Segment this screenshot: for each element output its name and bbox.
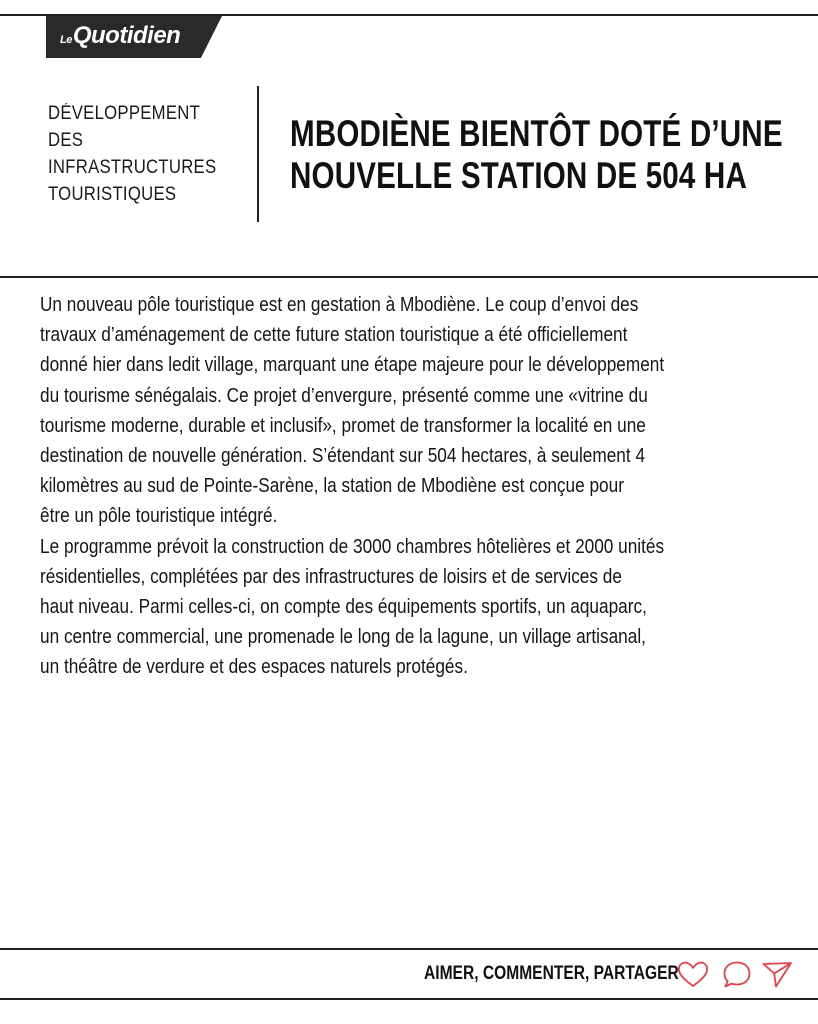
- article-line: Un nouveau pôle touristique est en gestation à Mbodiène. Le coup d’envoi des: [40, 293, 639, 316]
- article-body: [40, 290, 792, 683]
- section-rubric: [48, 100, 215, 208]
- header-divider: [0, 276, 818, 278]
- headline-line: NOUVELLE STATION DE 504 HA: [290, 155, 747, 196]
- masthead-logo[interactable]: [60, 22, 180, 52]
- heart-icon[interactable]: [676, 958, 710, 990]
- article-headline: [290, 113, 783, 197]
- article-line: Le programme prévoit la construction de 3000 chambres hôtelières et 2000 unités: [40, 534, 665, 558]
- footer-divider-bottom: [0, 998, 818, 1000]
- headline-line: MBODIÈNE BIENTÔT DOTÉ D’UNE: [290, 113, 783, 154]
- article-line: du tourisme sénégalais. Ce projet d’envergure, présenté comme une «vitrine du: [40, 383, 648, 407]
- article-line: travaux d’aménagement de cette future station touristique a été officiellement: [40, 323, 628, 347]
- header-vertical-divider: [257, 86, 259, 222]
- article-line: destination de nouvelle génération. S’étendant sur 504 hectares, à seulement 4: [40, 444, 646, 468]
- engagement-cta: AIMER, COMMENTER, PARTAGER: [424, 963, 679, 984]
- article-line: un théâtre de verdure et des espaces naturels protégés.: [40, 655, 468, 679]
- comment-icon[interactable]: [720, 958, 754, 990]
- rubric-line: INFRASTRUCTURES: [48, 157, 217, 178]
- article-line: un centre commercial, une promenade le long de la lagune, un village artisanal,: [40, 625, 646, 649]
- article-line: kilomètres au sud de Pointe-Sarène, la station de Mbodiène est conçue pour: [40, 474, 624, 498]
- article-line: haut niveau. Parmi celles-ci, on compte des équipements sportifs, un aquaparc,: [40, 595, 647, 619]
- article-line: donné hier dans ledit village, marquant une étape majeure pour le développement: [40, 353, 665, 377]
- share-icon[interactable]: [760, 958, 794, 990]
- top-divider: [0, 14, 818, 16]
- footer-divider-top: [0, 948, 818, 950]
- logo-prefix: Le: [60, 34, 72, 46]
- article-line: résidentielles, complétées par des infrastructures de loisirs et de services de: [40, 564, 622, 588]
- rubric-line: DES: [48, 130, 84, 151]
- rubric-line: DÉVELOPPEMENT: [48, 103, 201, 124]
- rubric-line: TOURISTIQUES: [48, 184, 177, 205]
- article-line: être un pôle touristique intégré.: [40, 504, 278, 528]
- logo-name: Quotidien: [72, 22, 181, 49]
- article-line: tourisme moderne, durable et inclusif», promet de transformer la localité en une: [40, 413, 646, 437]
